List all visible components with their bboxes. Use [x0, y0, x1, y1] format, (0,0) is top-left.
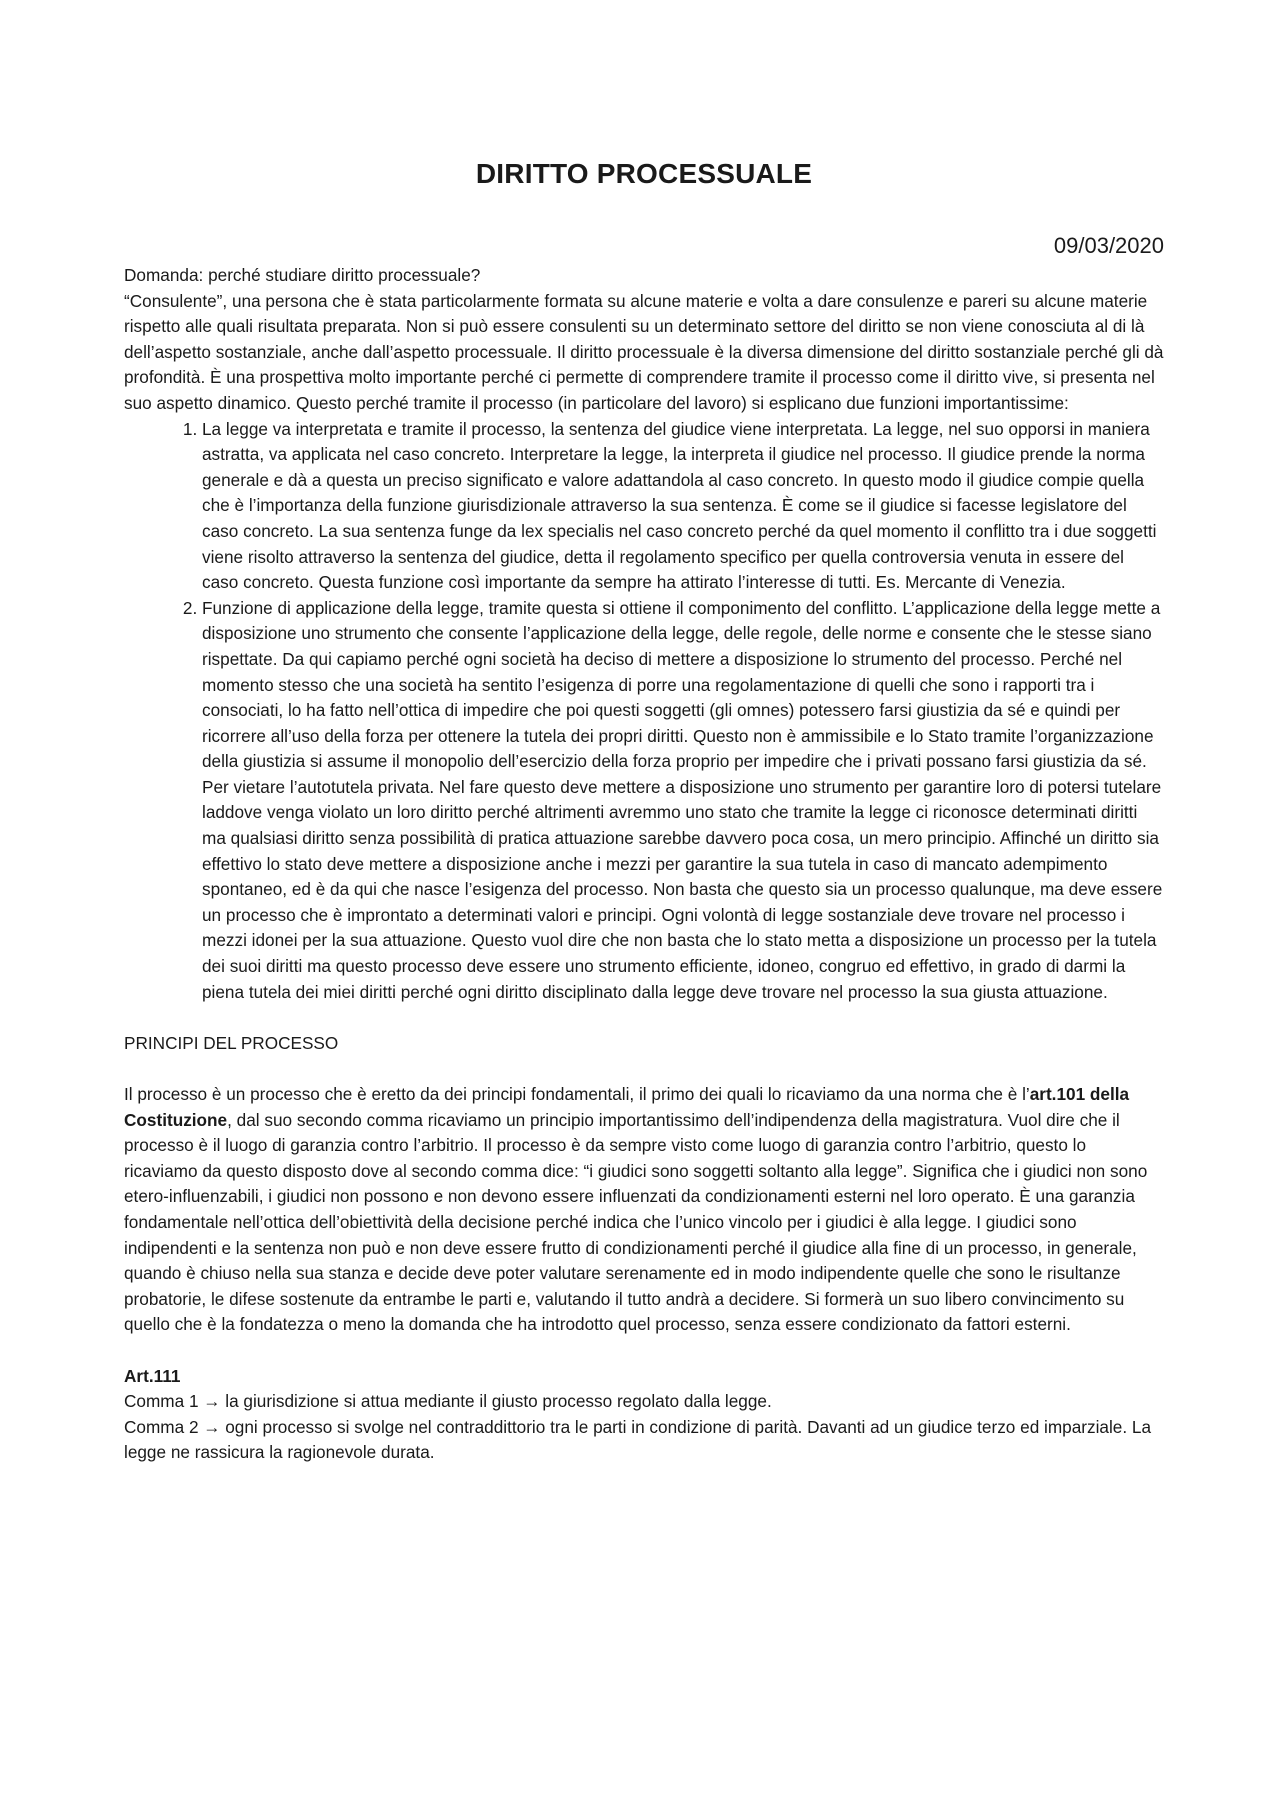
spacer — [124, 1338, 1164, 1364]
principles-text-before: Il processo è un processo che è eretto da dei principi fondamentali, il primo dei quali lo ricaviamo da una norma che è l’ — [124, 1084, 1030, 1104]
functions-list — [124, 417, 1164, 1006]
right-arrow-icon: → — [203, 1391, 221, 1412]
function-item-1: 1. La legge va interpretata e tramite il processo, la sentenza del giudice viene interpretata. La legge, nel suo opporsi in maniera astratta, va applicata nel caso concreto. Interpretare la legge, la interpreta il giudice nel processo. Il giudice prende la norma generale e dà a questa un preciso significato e valore adattandola al caso concreto. In questo modo il giudice compie quella che è l’importanza della funzione giurisdizionale attraverso la sua sentenza. È come se il giudice si facesse legislatore del caso concreto. La sua sentenza funge da lex specialis nel caso concreto perché da quel momento il conflitto tra i due soggetti viene risolto attraverso la sentenza del giudice, detta il regolamento specifico per quella controversia venuta in essere del caso concreto. Questa funzione così importante da sempre ha attirato l’interesse di tutti. Es. Mercante di Venezia. — [202, 417, 1164, 596]
article-comma-1 — [124, 1389, 1164, 1415]
article-comma-2 — [124, 1415, 1164, 1466]
principles-bold-reference: art.101 della Costituzione — [124, 1084, 1130, 1130]
function-item-2: 2. Funzione di applicazione della legge, tramite questa si ottiene il componimento del conflitto. L’applicazione della legge mette a disposizione uno strumento che consente l’applicazione della legge, delle regole, delle norme e consente che le stesse siano rispettate. Da qui capiamo perché ogni società ha deciso di mettere a disposizione lo strumento del processo. Perché nel momento stesso che una società ha sentito l’esigenza di porre una regolamentazione di quelli che sono i rapporti tra i consociati, lo ha fatto nell’ottica di impedire che poi questi soggetti (gli omnes) potessero farsi giustizia da sé e quindi per ricorrere all’uso della forza per ottenere la tutela dei propri diritti. Questo non è ammissibile e lo Stato tramite l’organizzazione della giustizia si assume il monopolio dell’esercizio della forza proprio per impedire che i privati possano farsi giustizia da sé. Per vietare l’autotutela privata. Nel fare questo deve mettere a disposizione uno strumento per garantire loro di potersi tutelare laddove venga violato un loro diritto perché altrimenti avremmo uno stato che tramite la legge ci riconosce determinati diritti ma qualsiasi diritto senza possibilità di pratica attuazione sarebbe davvero poca cosa, un mero principio. Affinché un diritto sia effettivo lo stato deve mettere a disposizione anche i mezzi per garantire la sua tutela in caso di mancato adempimento spontaneo, ed è da qui che nasce l’esigenza del processo. Non basta che questo sia un processo qualunque, ma deve essere un processo che è improntato a determinati valori e principi. Ogni volontà di legge sostanziale deve trovare nel processo i mezzi idonei per la sua attuazione. Questo vuol dire che non basta che lo stato metta a disposizione un processo per la tutela dei suoi diritti ma questo processo deve essere uno strumento efficiente, idoneo, congruo ed effettivo, in grado di darmi la piena tutela dei miei diritti perché ogni diritto disciplinato dalla legge deve trovare nel processo la sua giusta attuazione. — [202, 596, 1164, 1006]
article-heading: Art.111 — [124, 1365, 181, 1386]
page-title: DIRITTO PROCESSUALE — [475, 158, 813, 189]
comma-2-text: ogni processo si svolge nel contraddittorio tra le parti in condizione di parità. Davanti ad un giudice terzo ed imparziale. La legge ne rassicura la ragionevole durata. — [124, 1416, 1152, 1463]
document-date: 09/03/2020 — [1053, 233, 1164, 258]
section-heading: PRINCIPI DEL PROCESSO — [124, 1032, 339, 1053]
intro-paragraph: “Consulente”, una persona che è stata particolarmente formata su alcune materie e volta a dare consulenze e pareri su alcune materie rispetto alle quali risultata preparata. Non si può essere consulenti su un determinato settore del diritto se non viene conosciuta al di là dell’aspetto sostanziale, anche dall’aspetto processuale. Il diritto processuale è la diversa dimensione del diritto sostanziale perché gli dà profondità. È una prospettiva molto importante perché ci permette di comprendere tramite il processo come il diritto vive, si presenta nel suo aspetto dinamico. Questo perché tramite il processo (in particolare del lavoro) si esplicano due funzioni importantissime: — [124, 290, 1164, 413]
question-line: Domanda: perché studiare diritto processuale? — [124, 265, 481, 285]
document-body — [124, 263, 1164, 1466]
right-arrow-icon: → — [203, 1416, 221, 1437]
comma-1-label: Comma 1 — [124, 1391, 204, 1412]
principles-paragraph — [124, 1082, 1164, 1338]
comma-1-text: la giurisdizione si attua mediante il giusto processo regolato dalla legge. — [220, 1391, 772, 1412]
comma-2-label: Comma 2 — [124, 1416, 204, 1437]
spacer — [124, 1005, 1164, 1031]
principles-text-after: , dal suo secondo comma ricaviamo un principio importantissimo dell’indipendenza della magistratura. Vuol dire che il processo è il luogo di garanzia contro l’arbitrio. Il processo è da sempre visto come luogo di garanzia contro l’arbitrio, questo lo ricaviamo da questo disposto dove al secondo comma dice: “i giudici sono soggetti soltanto alla legge”. Significa che i giudici non sono etero-influenzabili, i giudici non possono e non devono essere influenzati da condizionamenti esterni nel loro operato. È una garanzia fondamentale nell’ottica dell’obiettività della decisione perché indica che l’unico vincolo per i giudici è alla legge. I giudici sono indipendenti e la sentenza non può e non deve essere frutto di condizionamenti perché il giudice alla fine di un processo, in generale, quando è chiuso nella sua stanza e decide deve poter valutare serenamente ed in modo indipendente quelle che sono le risultanze probatorie, le difese sostenute da entrambe le parti e, valutando il tutto andrà a decidere. Si formerà un suo libero convincimento su quello che è la fondatezza o meno la domanda che ha introdotto quel processo, senza essere condizionato da fattori esterni. — [124, 1109, 1148, 1335]
spacer — [124, 1056, 1164, 1082]
